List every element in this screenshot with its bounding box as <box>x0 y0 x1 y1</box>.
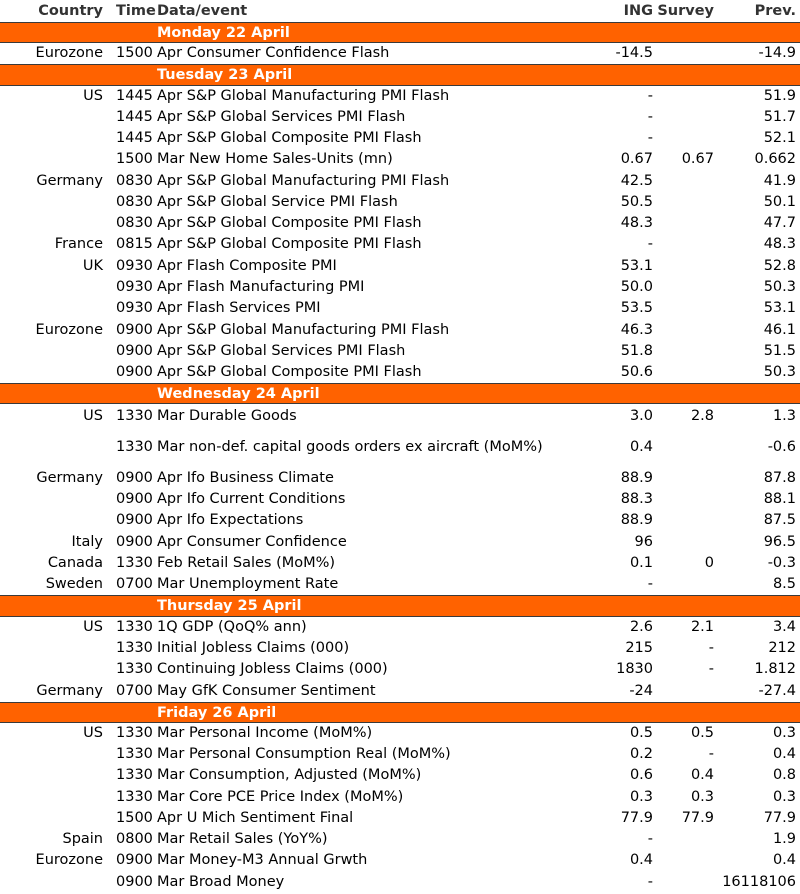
survey-cell: 0.67 <box>681 151 714 167</box>
previous-cell: 52.1 <box>763 130 796 146</box>
time-cell: 0900 <box>116 491 153 507</box>
country-cell: Germany <box>36 683 103 699</box>
time-cell: 1330 <box>116 408 153 424</box>
country-cell: Germany <box>36 470 103 486</box>
time-cell: 1330 <box>116 789 153 805</box>
ing-forecast-cell: - <box>647 236 653 252</box>
time-cell: 1500 <box>116 151 153 167</box>
table-row <box>0 320 800 341</box>
table-row <box>0 617 800 638</box>
ing-forecast-cell: - <box>647 130 653 146</box>
ing-forecast-cell: 1830 <box>616 661 653 677</box>
time-cell: 0900 <box>116 852 153 868</box>
event-cell: Apr Ifo Business Climate <box>157 470 334 486</box>
table-row <box>0 723 800 744</box>
previous-cell: 1.9 <box>772 831 796 847</box>
table-row <box>0 43 800 64</box>
time-cell: 1330 <box>116 439 153 455</box>
previous-cell: 50.1 <box>763 194 796 210</box>
previous-cell: 47.7 <box>763 215 796 231</box>
country-cell: Germany <box>36 173 103 189</box>
ing-forecast-cell: -24 <box>629 683 653 699</box>
previous-cell: 53.1 <box>763 300 796 316</box>
time-cell: 0830 <box>116 194 153 210</box>
table-row <box>0 468 800 489</box>
table-row <box>0 681 800 702</box>
survey-cell: - <box>708 640 714 656</box>
previous-cell: 16118106 <box>722 874 796 890</box>
table-row <box>0 149 800 171</box>
ing-forecast-cell: 0.4 <box>629 439 653 455</box>
event-cell: Mar non-def. capital goods orders ex aircraft (MoM%) <box>157 439 543 455</box>
survey-cell: 77.9 <box>681 810 714 826</box>
table-row <box>0 872 800 893</box>
day-header-row <box>0 702 800 723</box>
event-cell: Apr S&P Global Composite PMI Flash <box>157 236 422 252</box>
ing-forecast-cell: 215 <box>625 640 653 656</box>
event-cell: Apr Flash Services PMI <box>157 300 321 316</box>
time-cell: 1445 <box>116 88 153 104</box>
day-label: Thursday 25 April <box>157 598 302 614</box>
event-cell: Mar Unemployment Rate <box>157 576 339 592</box>
ing-forecast-cell: 53.5 <box>620 300 653 316</box>
previous-cell: 51.7 <box>763 109 796 125</box>
previous-cell: 0.3 <box>772 789 796 805</box>
time-cell: 0900 <box>116 343 153 359</box>
ing-forecast-cell: 50.6 <box>620 364 653 380</box>
event-cell: Apr Consumer Confidence Flash <box>157 45 390 61</box>
event-cell: Apr Ifo Expectations <box>157 512 304 528</box>
ing-forecast-cell: 50.5 <box>620 194 653 210</box>
event-cell: Feb Retail Sales (MoM%) <box>157 555 336 571</box>
table-row <box>0 362 800 383</box>
table-row <box>0 128 800 149</box>
time-cell: 0800 <box>116 831 153 847</box>
event-cell: Initial Jobless Claims (000) <box>157 640 350 656</box>
ing-forecast-cell: - <box>647 874 653 890</box>
time-cell: 1445 <box>116 130 153 146</box>
table-row <box>0 277 800 298</box>
table-row <box>0 808 800 829</box>
ing-forecast-cell: 88.3 <box>620 491 653 507</box>
day-label: Monday 22 April <box>157 25 290 41</box>
previous-cell: 0.4 <box>772 746 796 762</box>
country-cell: Eurozone <box>35 322 103 338</box>
event-cell: Apr S&P Global Services PMI Flash <box>157 343 406 359</box>
table-row <box>0 744 800 765</box>
survey-cell: - <box>708 661 714 677</box>
time-cell: 0815 <box>116 236 153 252</box>
time-cell: 0930 <box>116 258 153 274</box>
survey-cell: 2.8 <box>690 408 714 424</box>
time-cell: 1500 <box>116 45 153 61</box>
time-cell: 1330 <box>116 619 153 635</box>
event-cell: Apr S&P Global Composite PMI Flash <box>157 130 422 146</box>
previous-cell: 0.8 <box>772 767 796 783</box>
event-cell: Apr Flash Composite PMI <box>157 258 337 274</box>
header-prev: Prev. <box>754 3 796 19</box>
event-cell: Apr S&P Global Manufacturing PMI Flash <box>157 173 450 189</box>
previous-cell: -0.3 <box>767 555 796 571</box>
previous-cell: 51.5 <box>763 343 796 359</box>
table-header <box>0 0 800 22</box>
table-row <box>0 574 800 595</box>
ing-forecast-cell: 96 <box>634 534 653 550</box>
table-row <box>0 850 800 872</box>
ing-forecast-cell: 0.5 <box>629 725 653 741</box>
country-cell: France <box>54 236 103 252</box>
previous-cell: -14.9 <box>758 45 796 61</box>
time-cell: 0900 <box>116 364 153 380</box>
ing-forecast-cell: 77.9 <box>620 810 653 826</box>
time-cell: 0830 <box>116 215 153 231</box>
table-row <box>0 341 800 362</box>
ing-forecast-cell: - <box>647 88 653 104</box>
day-header-row <box>0 383 800 404</box>
previous-cell: 48.3 <box>763 236 796 252</box>
ing-forecast-cell: 3.0 <box>629 408 653 424</box>
ing-forecast-cell: 0.67 <box>620 151 653 167</box>
table-row <box>0 171 800 192</box>
ing-forecast-cell: - <box>647 831 653 847</box>
event-cell: Apr Consumer Confidence <box>157 534 347 550</box>
table-row <box>0 829 800 850</box>
country-cell: Canada <box>47 555 103 571</box>
previous-cell: 41.9 <box>763 173 796 189</box>
ing-forecast-cell: 0.2 <box>629 746 653 762</box>
event-cell: Mar Personal Consumption Real (MoM%) <box>157 746 451 762</box>
survey-cell: 0.5 <box>690 725 714 741</box>
event-cell: Mar Broad Money <box>157 874 285 890</box>
event-cell: Mar New Home Sales-Units (mn) <box>157 151 393 167</box>
table-row <box>0 107 800 128</box>
ing-forecast-cell: -14.5 <box>615 45 653 61</box>
day-label: Tuesday 23 April <box>157 67 293 83</box>
time-cell: 0700 <box>116 576 153 592</box>
header-survey: Survey <box>657 3 714 19</box>
table-row <box>0 532 800 553</box>
country-cell: US <box>83 725 103 741</box>
time-cell: 1500 <box>116 810 153 826</box>
event-cell: Apr S&P Global Composite PMI Flash <box>157 364 422 380</box>
previous-cell: 0.662 <box>754 151 796 167</box>
previous-cell: -27.4 <box>758 683 796 699</box>
time-cell: 1330 <box>116 725 153 741</box>
day-header-row <box>0 64 800 86</box>
time-cell: 1330 <box>116 555 153 571</box>
time-cell: 0700 <box>116 683 153 699</box>
event-cell: 1Q GDP (QoQ% ann) <box>157 619 307 635</box>
ing-forecast-cell: - <box>647 576 653 592</box>
time-cell: 0930 <box>116 300 153 316</box>
country-cell: US <box>83 88 103 104</box>
table-row <box>0 256 800 277</box>
ing-forecast-cell: - <box>647 109 653 125</box>
table-row <box>0 86 800 107</box>
ing-forecast-cell: 53.1 <box>620 258 653 274</box>
day-header-row <box>0 22 800 43</box>
time-cell: 0830 <box>116 173 153 189</box>
previous-cell: 52.8 <box>763 258 796 274</box>
country-cell: US <box>83 619 103 635</box>
event-cell: Apr S&P Global Service PMI Flash <box>157 194 398 210</box>
ing-forecast-cell: 0.3 <box>629 789 653 805</box>
previous-cell: 1.3 <box>772 408 796 424</box>
previous-cell: 1.812 <box>754 661 796 677</box>
event-cell: Apr Flash Manufacturing PMI <box>157 279 365 295</box>
country-cell: UK <box>82 258 103 274</box>
event-cell: Mar Retail Sales (YoY%) <box>157 831 328 847</box>
event-cell: Apr S&P Global Services PMI Flash <box>157 109 406 125</box>
table-row <box>0 638 800 659</box>
previous-cell: 88.1 <box>763 491 796 507</box>
table-row <box>0 510 800 532</box>
country-cell: Eurozone <box>35 852 103 868</box>
event-cell: Mar Personal Income (MoM%) <box>157 725 373 741</box>
event-cell: Mar Money-M3 Annual Grwth <box>157 852 368 868</box>
previous-cell: 96.5 <box>763 534 796 550</box>
ing-forecast-cell: 50.0 <box>620 279 653 295</box>
survey-cell: 0.3 <box>690 789 714 805</box>
previous-cell: 50.3 <box>763 364 796 380</box>
time-cell: 1330 <box>116 640 153 656</box>
table-row <box>0 192 800 213</box>
survey-cell: 2.1 <box>690 619 714 635</box>
country-cell: Spain <box>62 831 103 847</box>
country-cell: Eurozone <box>35 45 103 61</box>
table-row <box>0 435 800 468</box>
previous-cell: 51.9 <box>763 88 796 104</box>
time-cell: 0900 <box>116 512 153 528</box>
previous-cell: -0.6 <box>767 439 796 455</box>
table-row <box>0 298 800 320</box>
table-row <box>0 659 800 681</box>
event-cell: Mar Core PCE Price Index (MoM%) <box>157 789 404 805</box>
table-row <box>0 234 800 256</box>
ing-forecast-cell: 42.5 <box>620 173 653 189</box>
ing-forecast-cell: 46.3 <box>620 322 653 338</box>
table-row <box>0 553 800 574</box>
survey-cell: 0.4 <box>690 767 714 783</box>
ing-forecast-cell: 0.1 <box>629 555 653 571</box>
time-cell: 1445 <box>116 109 153 125</box>
time-cell: 0900 <box>116 874 153 890</box>
survey-cell: 0 <box>704 555 714 571</box>
table-row <box>0 787 800 808</box>
previous-cell: 87.5 <box>763 512 796 528</box>
time-cell: 1330 <box>116 767 153 783</box>
header-ing: ING <box>623 3 653 19</box>
previous-cell: 87.8 <box>763 470 796 486</box>
time-cell: 1330 <box>116 661 153 677</box>
previous-cell: 8.5 <box>772 576 796 592</box>
event-cell: Apr S&P Global Manufacturing PMI Flash <box>157 88 450 104</box>
header-country: Country <box>38 3 103 19</box>
country-cell: Sweden <box>45 576 103 592</box>
day-header-row <box>0 595 800 617</box>
event-cell: Apr U Mich Sentiment Final <box>157 810 354 826</box>
event-cell: Mar Consumption, Adjusted (MoM%) <box>157 767 422 783</box>
event-cell: May GfK Consumer Sentiment <box>157 683 376 699</box>
time-cell: 0930 <box>116 279 153 295</box>
event-cell: Apr S&P Global Composite PMI Flash <box>157 215 422 231</box>
time-cell: 0900 <box>116 534 153 550</box>
ing-forecast-cell: 2.6 <box>629 619 653 635</box>
event-cell: Mar Durable Goods <box>157 408 297 424</box>
ing-forecast-cell: 0.4 <box>629 852 653 868</box>
ing-forecast-cell: 51.8 <box>620 343 653 359</box>
day-label: Friday 26 April <box>157 705 277 721</box>
country-cell: Italy <box>71 534 103 550</box>
previous-cell: 46.1 <box>763 322 796 338</box>
table-row <box>0 213 800 234</box>
day-label: Wednesday 24 April <box>157 386 320 402</box>
time-cell: 1330 <box>116 746 153 762</box>
ing-forecast-cell: 88.9 <box>620 470 653 486</box>
ing-forecast-cell: 0.6 <box>629 767 653 783</box>
previous-cell: 77.9 <box>763 810 796 826</box>
header-event: Data/event <box>157 3 248 19</box>
event-cell: Apr S&P Global Manufacturing PMI Flash <box>157 322 450 338</box>
ing-forecast-cell: 48.3 <box>620 215 653 231</box>
previous-cell: 0.4 <box>772 852 796 868</box>
country-cell: US <box>83 408 103 424</box>
previous-cell: 0.3 <box>772 725 796 741</box>
event-cell: Continuing Jobless Claims (000) <box>157 661 388 677</box>
ing-forecast-cell: 88.9 <box>620 512 653 528</box>
previous-cell: 50.3 <box>763 279 796 295</box>
survey-cell: - <box>708 746 714 762</box>
table-row <box>0 404 800 435</box>
time-cell: 0900 <box>116 322 153 338</box>
table-row <box>0 765 800 787</box>
header-time: Time <box>116 3 156 19</box>
previous-cell: 212 <box>768 640 796 656</box>
time-cell: 0900 <box>116 470 153 486</box>
previous-cell: 3.4 <box>772 619 796 635</box>
table-row <box>0 489 800 510</box>
event-cell: Apr Ifo Current Conditions <box>157 491 346 507</box>
